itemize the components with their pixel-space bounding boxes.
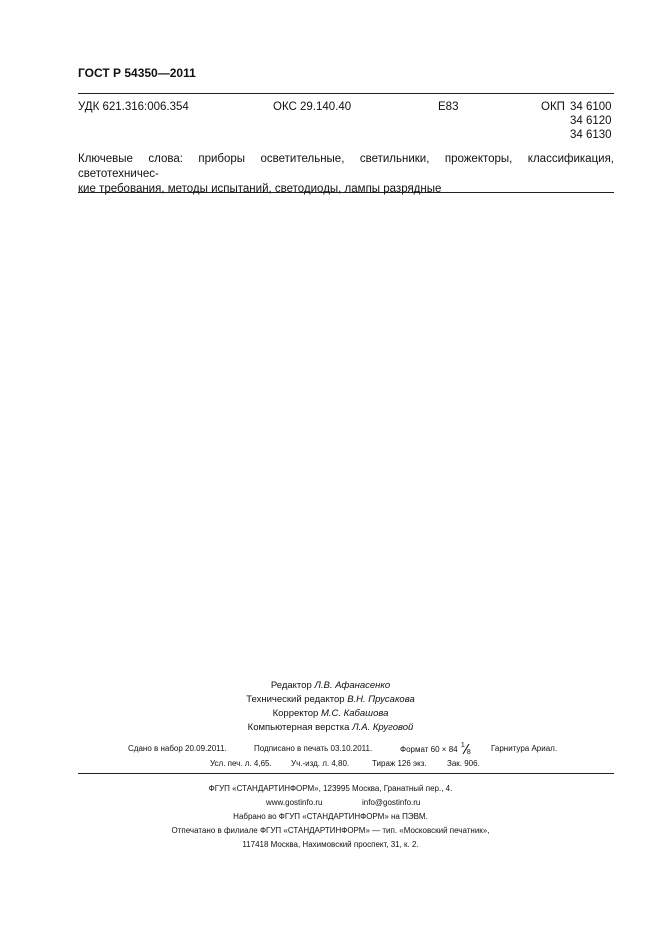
publisher-sheets: Уч.-изд. л. 4,80. <box>291 759 350 768</box>
credit-editor <box>0 680 661 691</box>
printed-note: Отпечатано в филиале ФГУП «СТАНДАРТИНФОРМ» — тип. «Московский печатник», <box>171 826 490 835</box>
credit-role: Технический редактор <box>246 694 345 705</box>
credit-name: М.С. Кабашова <box>320 708 389 719</box>
circulation: Тираж 126 экз. <box>372 759 427 768</box>
fraction-denominator: 8 <box>466 749 471 756</box>
keywords-divider <box>78 192 614 193</box>
typeface: Гарнитура Ариал. <box>491 744 558 753</box>
keywords-block <box>78 152 614 197</box>
credit-role: Редактор <box>270 680 312 691</box>
format-fraction <box>460 743 472 755</box>
typeset-note: Набрано во ФГУП «СТАНДАРТИНФОРМ» на ПЭВМ. <box>233 812 428 821</box>
printer-address: 117418 Москва, Нахимовский проспект, 31, к. 2. <box>242 840 419 849</box>
udk-code: УДК 621.316:006.354 <box>78 101 189 113</box>
format-84: 84 <box>448 745 458 754</box>
oks-code: ОКС 29.140.40 <box>273 101 352 113</box>
okp-code-2: 34 6120 <box>570 115 612 127</box>
publisher-website: www.gostinfo.ru <box>266 798 323 807</box>
credit-role: Корректор <box>272 708 319 719</box>
top-divider <box>78 93 614 94</box>
paper-format <box>400 743 472 755</box>
standard-number: ГОСТ Р 54350—2011 <box>78 66 196 80</box>
format-prefix: Формат 60 <box>400 745 440 754</box>
credit-role: Компьютерная верстка <box>247 722 350 733</box>
keywords-line-1: Ключевые слова: приборы осветительные, светильники, прожекторы, классификация, светотехничес- <box>78 153 614 180</box>
printed-sheets: Усл. печ. л. 4,65. <box>210 759 272 768</box>
okp-code-1: 34 6100 <box>570 101 612 113</box>
credit-name: В.Н. Прусакова <box>347 694 415 705</box>
format-times: × <box>441 745 447 754</box>
okp-label: ОКП <box>541 101 565 113</box>
credit-name: Л.В. Афанасенко <box>314 680 391 691</box>
publisher-address: ФГУП «СТАНДАРТИНФОРМ», 123995 Москва, Гранатный пер., 4. <box>208 784 453 793</box>
credit-layout <box>0 722 661 733</box>
imprint-divider <box>78 773 614 774</box>
credit-corrector <box>0 708 661 719</box>
fraction-numerator: 1 <box>460 742 465 749</box>
credit-name: Л.А. Круговой <box>352 722 414 733</box>
submitted-date: Сдано в набор 20.09.2011. <box>128 744 227 753</box>
keywords-line-2: кие требования, методы испытаний, светодиоды, лампы разрядные <box>78 183 442 195</box>
okp-code-3: 34 6130 <box>570 129 612 141</box>
credit-tech-editor <box>0 694 661 705</box>
publisher-email: info@gostinfo.ru <box>362 798 421 807</box>
signed-date: Подписано в печать 03.10.2011. <box>254 744 373 753</box>
order-number: Зак. 906. <box>447 759 480 768</box>
e-code: Е83 <box>438 101 459 113</box>
